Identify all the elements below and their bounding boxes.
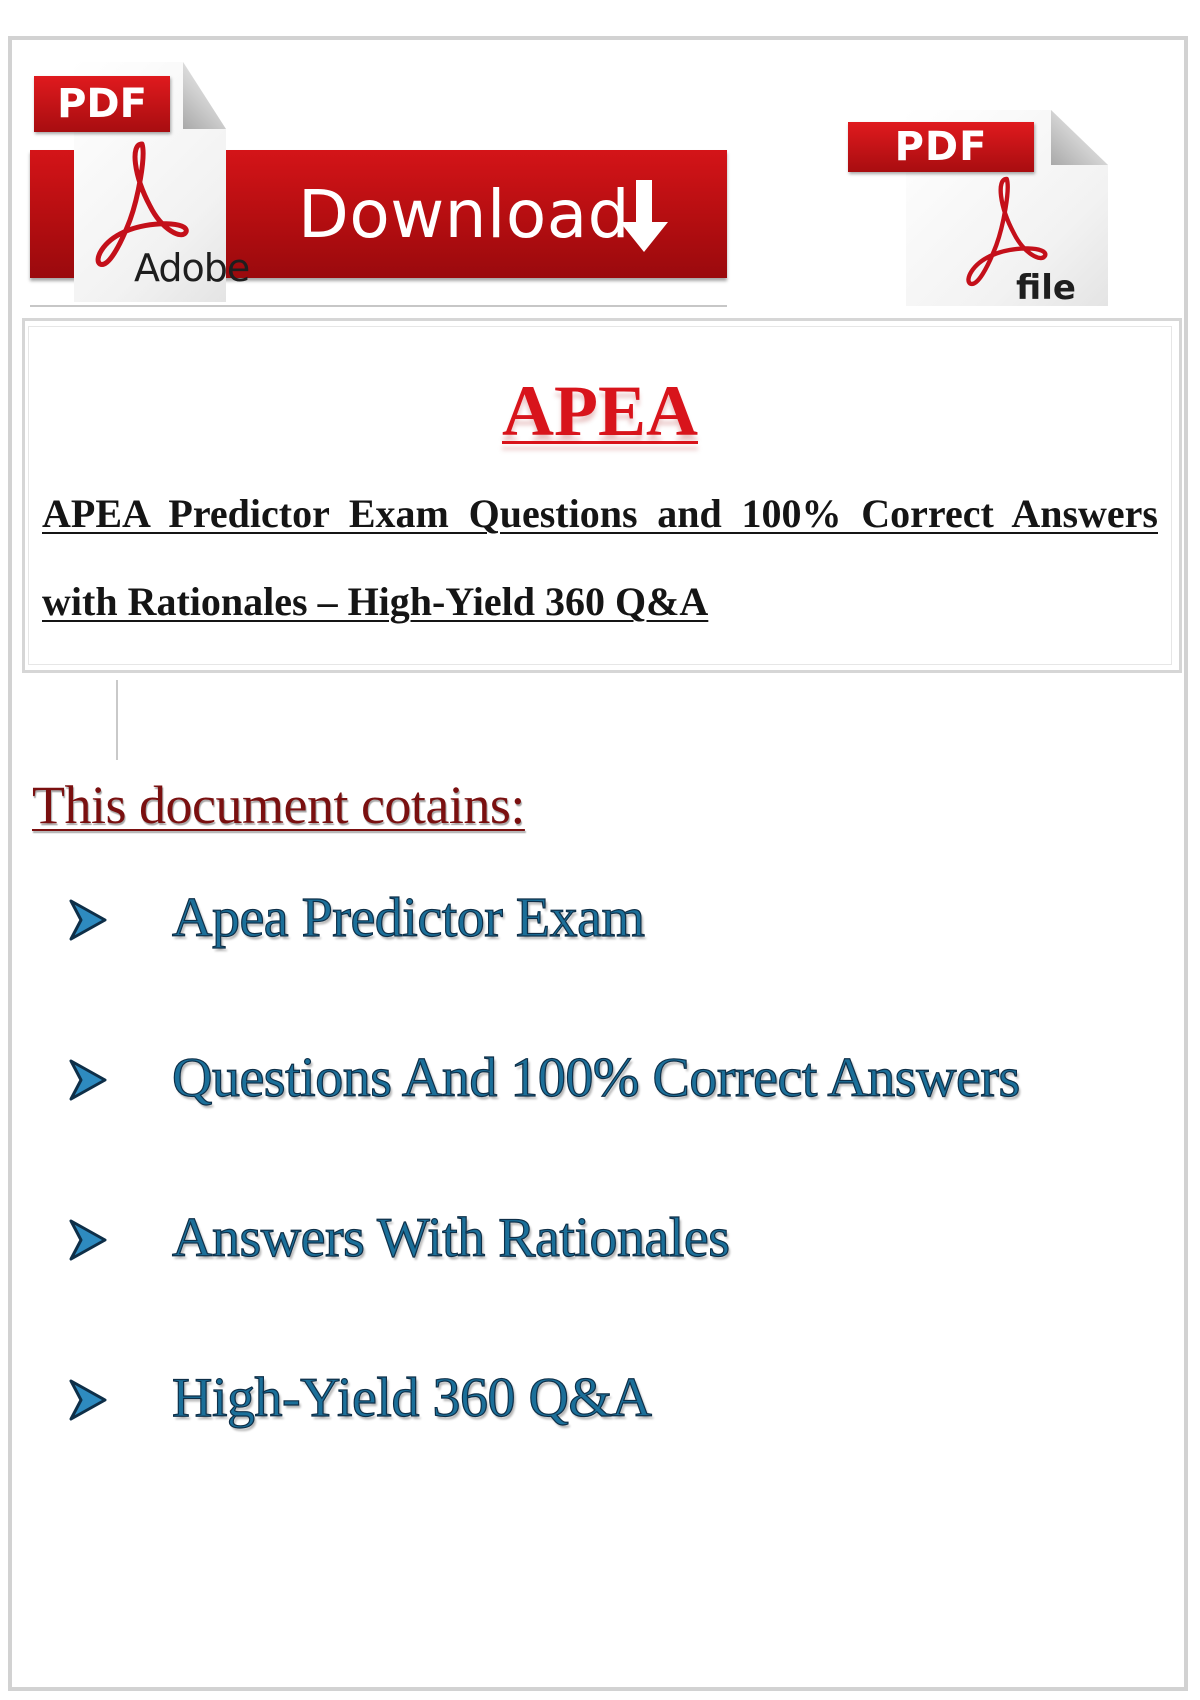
pdf-tag: PDF <box>34 76 170 132</box>
list-item-text: Questions And 100% Correct Answers <box>172 1047 1020 1109</box>
arrow-bullet-icon <box>68 1378 108 1422</box>
list-item <box>0 878 1100 958</box>
arrow-bullet-icon <box>68 1218 108 1262</box>
divider <box>116 680 118 760</box>
file-caption: file <box>1016 268 1076 308</box>
download-label[interactable]: Download <box>298 176 631 253</box>
list-item <box>0 1358 1100 1438</box>
list-item <box>0 1038 1100 1118</box>
adobe-caption: Adobe <box>134 246 250 290</box>
list-item-text: Apea Predictor Exam <box>172 887 645 949</box>
down-arrow-icon <box>616 178 672 254</box>
document-title: APEA <box>502 371 698 451</box>
list-item-text: High-Yield 360 Q&A <box>172 1367 652 1429</box>
list-item <box>0 1198 1100 1278</box>
document-subtitle: APEA Predictor Exam Questions and 100% Correct Answers with Rationales – High-Yield 360 Q&A <box>42 491 1158 624</box>
list-item-text: Answers With Rationales <box>172 1207 730 1269</box>
banner-underline <box>30 305 727 307</box>
pdf-file-tag: PDF <box>848 122 1034 172</box>
arrow-bullet-icon <box>68 1058 108 1102</box>
contents-heading: This document cotains: <box>32 775 525 835</box>
arrow-bullet-icon <box>68 898 108 942</box>
